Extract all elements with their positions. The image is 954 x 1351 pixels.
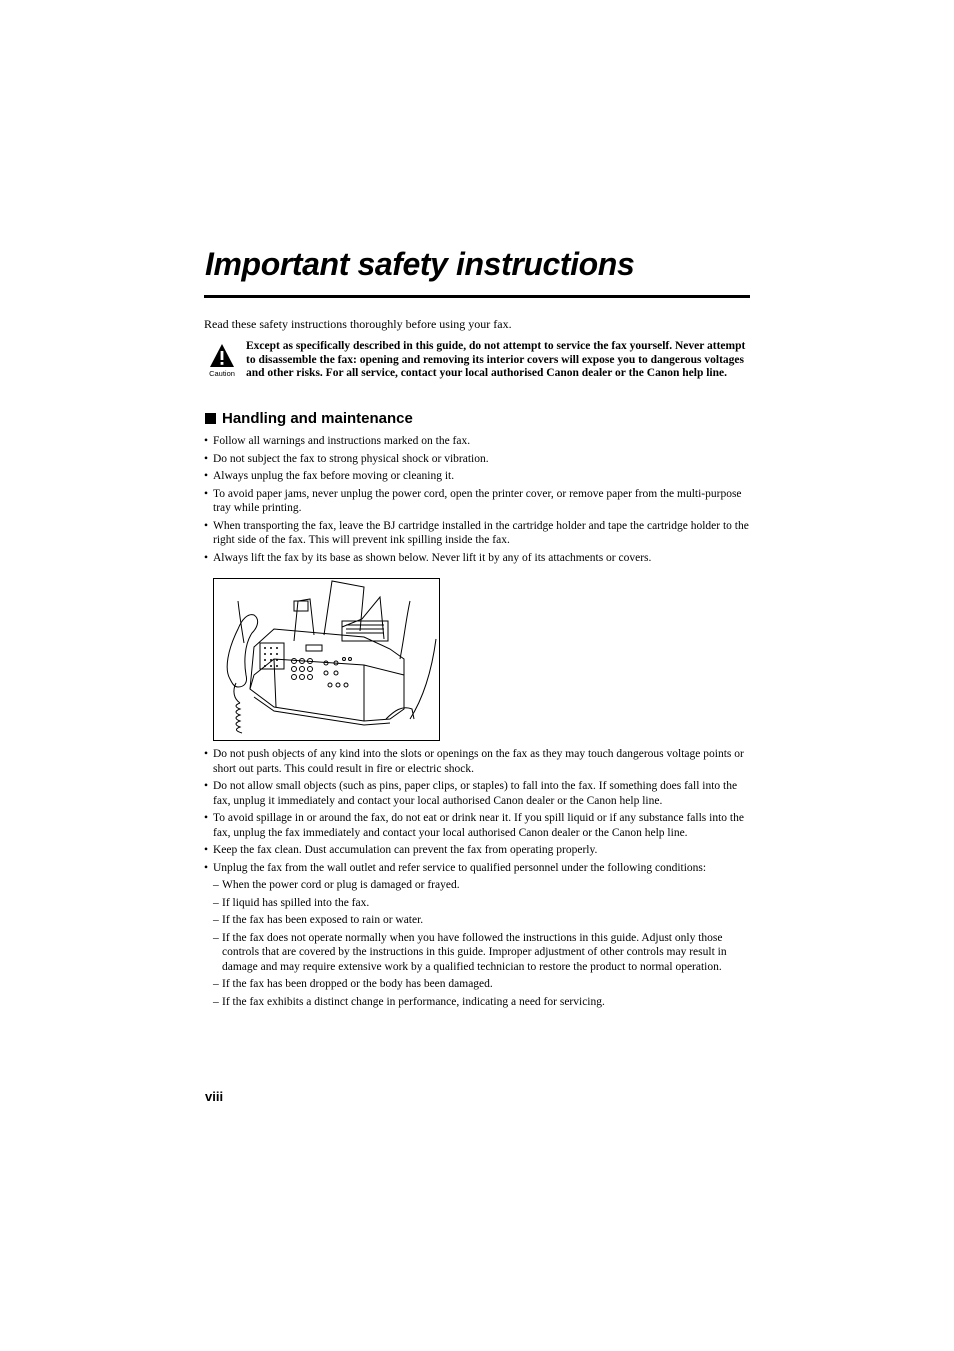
section-marker-icon	[205, 413, 216, 424]
section-heading-text: Handling and maintenance	[222, 410, 413, 427]
condition-item: – If the fax has been dropped or the body has been damaged.	[204, 977, 750, 992]
caution-text: Except as specifically described in this guide, do not attempt to service the fax yourself. Never attempt to disassemble the fax: opening and removing its interior covers will expose you to dangerous voltages and other risks. For all service, contact your local authorised Canon dealer or the Canon help line.	[246, 340, 746, 379]
list-item: • To avoid spillage in or around the fax, do not eat or drink near it. If you spill liquid or if any substance falls into the fax, unplug the fax immediately and contact your local authorised Canon dealer or the Canon help line.	[204, 811, 750, 840]
list-item: • Unplug the fax from the wall outlet and refer service to qualified personnel under the following conditions:	[204, 861, 750, 876]
section-heading	[205, 410, 413, 427]
list-item: • When transporting the fax, leave the BJ cartridge installed in the cartridge holder and tape the cartridge holder to the right side of the fax. This will prevent ink spilling inside the fax.	[204, 519, 750, 548]
page-number: viii	[205, 1089, 224, 1104]
list-item: • Do not allow small objects (such as pins, paper clips, or staples) to fall into the fax. If something does fall into the fax, unplug it immediately and contact your local authorised Canon dealer or the Canon help line.	[204, 779, 750, 808]
condition-item: – If liquid has spilled into the fax.	[204, 896, 750, 911]
handling-list-continued	[204, 747, 750, 1012]
intro-text: Read these safety instructions thoroughly before using your fax.	[204, 317, 512, 331]
fax-lifting-illustration	[213, 578, 440, 741]
list-item: • Do not subject the fax to strong physical shock or vibration.	[204, 452, 750, 467]
caution-triangle-icon	[209, 342, 235, 368]
title-rule	[204, 295, 750, 298]
handling-list	[204, 434, 750, 568]
caution-block-icon	[203, 342, 241, 382]
list-item: • Do not push objects of any kind into the slots or openings on the fax as they may touch dangerous voltage points or short out parts. This could result in fire or electric shock.	[204, 747, 750, 776]
list-item: • Always lift the fax by its base as shown below. Never lift it by any of its attachments or covers.	[204, 551, 750, 566]
list-item: • To avoid paper jams, never unplug the power cord, open the printer cover, or remove paper from the multi-purpose tray while printing.	[204, 487, 750, 516]
condition-item: – If the fax exhibits a distinct change in performance, indicating a need for servicing.	[204, 995, 750, 1010]
page-title: Important safety instructions	[205, 246, 635, 282]
caution-label: Caution	[209, 369, 235, 378]
condition-item: – If the fax has been exposed to rain or water.	[204, 913, 750, 928]
condition-item: – When the power cord or plug is damaged or frayed.	[204, 878, 750, 893]
list-item: • Always unplug the fax before moving or cleaning it.	[204, 469, 750, 484]
list-item: • Keep the fax clean. Dust accumulation can prevent the fax from operating properly.	[204, 843, 750, 858]
condition-item: – If the fax does not operate normally when you have followed the instructions in this guide. Adjust only those controls that are covered by the instructions in this guide. Improper adjustment of other controls may result in damage and may require extensive work by a qualified technician to restore the product to normal operation.	[204, 931, 750, 975]
list-item: • Follow all warnings and instructions marked on the fax.	[204, 434, 750, 449]
